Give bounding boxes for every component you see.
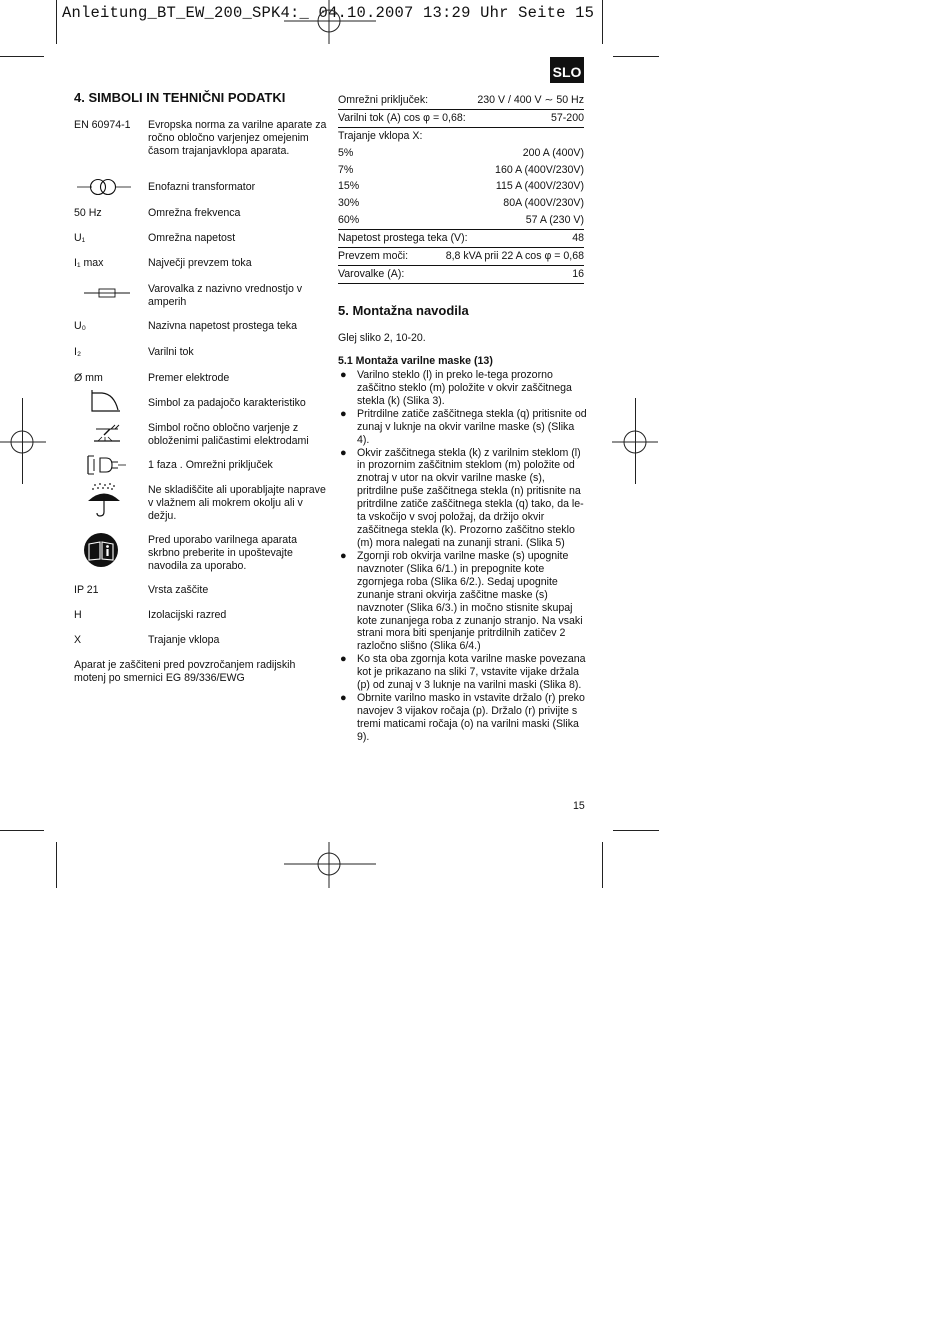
table-value: 80A (400V/230V) (503, 197, 584, 210)
symbol-key: U₀ (74, 320, 87, 332)
symbol-desc: Varilni tok (148, 346, 194, 358)
table-row (338, 162, 584, 179)
table-row (338, 248, 584, 266)
table-row (338, 145, 584, 162)
registration-mark-top (284, 0, 376, 44)
symbol-key: U₁ (74, 232, 86, 244)
symbol-desc: Pred uporabo varilnega aparata skrbno preberite in upoštevajte navodila za uporabo. (148, 534, 298, 572)
symbol-key: H (74, 609, 82, 621)
table-value: 160 A (400V/230V) (495, 163, 584, 176)
table-label: Trajanje vklopa X: (338, 129, 423, 142)
table-label: Varilni tok (A) cos φ = 0,68: (338, 111, 466, 124)
read-manual-icon (83, 532, 119, 568)
symbol-key: Ø mm (74, 372, 103, 384)
bullet-icon: ● (340, 549, 347, 562)
symbol-desc: Simbol za padajočo karakteristiko (148, 397, 306, 409)
table-label: Varovalke (A): (338, 267, 405, 280)
symbol-key: EN 60974-1 (74, 119, 131, 131)
page-number: 15 (573, 800, 585, 812)
language-badge: SLO (550, 57, 584, 83)
mains-plug-icon (84, 454, 128, 476)
table-row (338, 230, 584, 248)
symbol-desc: Največji prevzem toka (148, 257, 252, 269)
section-4-title: 4. SIMBOLI IN TEHNIČNI PODATKI (74, 90, 286, 105)
umbrella-rain-icon (86, 482, 122, 518)
list-item: ● Okvir zaščitnega stekla (k) z varilnim steklom (l) in prozornim zaščitnim steklom (m) položite od znotraj v utor na okvir varilne maske (s), pritrdilne puše zaščitnega stekla (n) pritisnite na pritrdilne zatiče zaščitnega stekla (q) tako, da le-ta vskočijo v svoj položaj, da držijo okvir zaščitnega stekla (k). Prozorno zaščitno steklo (m) mora nalegati na zunanji strani. (Slika 5) (340, 446, 584, 549)
symbol-key: X (74, 634, 82, 646)
symbol-desc: Vrsta zaščite (148, 584, 209, 596)
table-label: 5% (338, 146, 354, 159)
table-label: 7% (338, 163, 354, 176)
transformer-icon (74, 175, 134, 199)
bullet-icon: ● (340, 653, 347, 666)
symbol-desc: Ne skladiščite ali uporabljajte naprave v vlažnem ali mokrem okolju ali v dežju. (148, 484, 326, 522)
arc-welding-icon (88, 421, 124, 447)
tech-data-table (338, 92, 584, 284)
assembly-steps-list (338, 369, 588, 744)
bullet-icon: ● (340, 692, 347, 705)
list-item: ● Ko sta oba zgornja kota varilne maske povezana kot je prikazano na sliki 7, vstavite vijake držala (p) od zunaj v 3 luknje na varilni maski (Slika 8). (340, 653, 586, 692)
table-label: Napetost prostega teka (V): (338, 232, 468, 245)
symbol-desc: Nazivna napetost prostega teka (148, 320, 297, 332)
symbol-desc: Enofazni transformator (148, 181, 256, 193)
table-label: 15% (338, 180, 360, 193)
list-item: ● Pritrdilne zatiče zaščitnega stekla (q) pritisnite od zunaj v luknje na okvir varilne maske (s) (Slika 4). (340, 407, 587, 446)
symbol-desc: Varovalka z nazivno vrednostjo v amperih (148, 283, 303, 308)
symbol-desc: Simbol ročno obločno varjenje z obloženimi paličastimi elektrodami (148, 422, 309, 447)
table-value: 16 (572, 267, 584, 280)
fuse-icon (82, 283, 132, 303)
registration-mark-right (612, 420, 658, 466)
print-header: Anleitung_BT_EW_200_SPK4:_ 04.10.2007 13:29 Uhr Seite 15 (62, 4, 595, 22)
symbol-desc: Evropska norma za varilne aparate za ročno obločno varjenjez omejenim časom trajanjavklopa aparata. (148, 119, 327, 157)
table-row (338, 178, 584, 195)
table-value: 230 V / 400 V ∼ 50 Hz (477, 93, 584, 106)
symbol-desc: Premer elektrode (148, 372, 230, 384)
section-5-intro: Glej sliko 2, 10-20. (338, 332, 426, 344)
symbol-key: I₁ max (74, 257, 104, 269)
table-value: 8,8 kVA prii 22 A cos φ = 0,68 (445, 250, 584, 262)
symbol-desc: Izolacijski razred (148, 609, 227, 621)
table-value: 115 A (400V/230V) (495, 180, 584, 193)
subsection-title: 5.1 Montaža varilne maske (13) (338, 355, 493, 367)
table-label: 30% (338, 197, 360, 210)
symbol-desc: Omrežna napetost (148, 232, 236, 244)
falling-characteristic-icon (88, 388, 124, 414)
emc-note: Aparat je zaščiteni pred povzročanjem radijskih motenj po smernici EG 89/336/EWG (74, 659, 296, 684)
symbol-key: IP 21 (74, 584, 99, 596)
table-row (338, 195, 584, 212)
table-row (338, 110, 584, 128)
section-5-title: 5. Montažna navodila (338, 303, 469, 318)
list-item: ● Varilno steklo (l) in preko le-tega prozorno zaščitno steklo (m) položite v okvir zaščitnega stekla (k) (Slika 3). (340, 369, 572, 407)
bullet-icon: ● (340, 407, 347, 420)
list-item: ● Zgornji rob okvirja varilne maske (s) upognite navznoter (Slika 6/1.) in prepognite kote zgornjega roba (Slika 6/2.). Sedaj upognite zunanje strani okvirja zaščitne maske (s) navznoter (Slika 6/3.) in močno stisnite skupaj kote zunanjega roba z zunanjo stranjo. Na vsaki strani mora biti spenjanje pritrdilnih zatičev 2 razločno slišno (Slika 6/4.) (340, 549, 583, 653)
symbol-desc: Trajanje vklopa (148, 634, 220, 646)
table-label: 60% (338, 214, 360, 227)
bullet-icon: ● (340, 446, 347, 459)
symbol-desc: Omrežna frekvenca (148, 207, 241, 219)
table-value: 200 A (400V) (522, 146, 584, 159)
table-value: 57 A (230 V) (525, 214, 584, 227)
table-row (338, 212, 584, 230)
list-item: ● Obrnite varilno masko in vstavite držalo (r) preko navojev 3 vijakov ročaja (p). Držalo (r) privijte s tremi maticami ročaja (o) na varilni maski (Slika 9). (340, 692, 585, 743)
table-row (338, 128, 584, 145)
symbol-desc: 1 faza . Omrežni priključek (148, 459, 273, 471)
table-value: 57-200 (551, 111, 584, 124)
symbol-key: 50 Hz (74, 207, 102, 219)
registration-mark-bottom (284, 842, 376, 888)
table-label: Omrežni priključek: (338, 93, 429, 106)
table-value: 48 (572, 232, 584, 245)
registration-mark-left (0, 420, 46, 466)
table-row (338, 266, 584, 284)
table-label: Prevzem moči: (338, 250, 409, 262)
table-row (338, 92, 584, 110)
bullet-icon: ● (340, 369, 347, 381)
symbol-key: I₂ (74, 346, 82, 358)
